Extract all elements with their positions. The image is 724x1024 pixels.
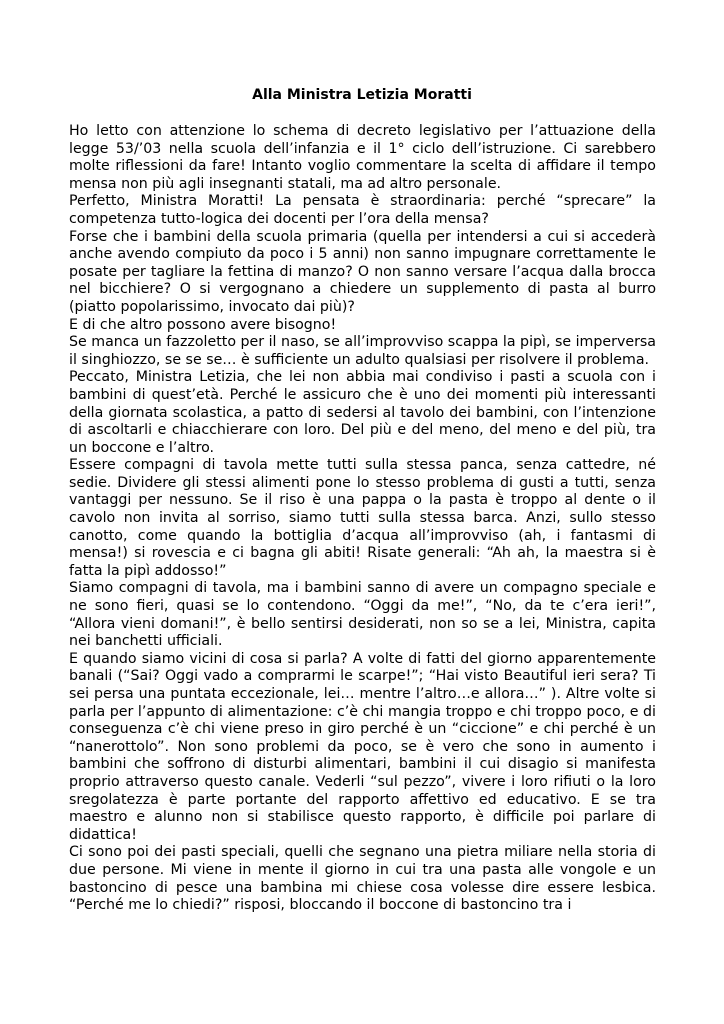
- paragraph: E quando siamo vicini di cosa si parla? A volte di fatti del giorno apparentemente banali (“Sai? Oggi vado a comprarmi le scarpe!”; “Hai visto Beautiful ieri sera? Ti sei persa una puntata eccezionale, lei… mentre l’altro…e allora…” ). Altre volte si parla per l’appunto di alimentazione: c’è chi mangia troppo e chi troppo poco, e di conseguenza c’è chi viene preso in giro perché è un “ciccione” e chi perché è un “nanerottolo”. Non sono problemi da poco, se è vero che sono in aumento i bambini che soffrono di disturbi alimentari, bambini il cui disagio si manifesta proprio attraverso questo canale. Vederli “sul pezzo”, vivere i loro rifiuti o la loro sregolatezza è parte portante del rapporto affettivo ed educativo. E se tra maestro e alunno non si stabilisce questo rapporto, è difficile poi parlare di didattica!: [69, 650, 656, 843]
- paragraph: Forse che i bambini della scuola primaria (quella per intendersi a cui si accederà anche avendo compiuto da poco i 5 anni) non sanno impugnare correttamente le posate per tagliare la fettina di manzo? O non sanno versare l’acqua dalla brocca nel bicchiere? O si vergognano a chiedere un supplemento di pasta al burro (piatto popolarissimo, invocato dai più)?: [69, 228, 656, 315]
- paragraph: E di che altro possono avere bisogno!: [69, 316, 337, 333]
- paragraph: Ho letto con attenzione lo schema di decreto legislativo per l’attuazione della legge 53/’03 nella scuola dell’infanzia e il 1° ciclo dell’istruzione. Ci sarebbero molte riflessioni da fare! Intanto voglio commentare la scelta di affidare il tempo mensa non più agli insegnanti statali, ma ad altro personale.: [69, 123, 656, 192]
- paragraph: Se manca un fazzoletto per il naso, se all’improvviso scappa la pipì, se imperversa il singhiozzo, se se se… è sufficiente un adulto qualsiasi per risolvere il problema.: [69, 334, 656, 368]
- letter-body: [69, 123, 656, 915]
- paragraph: Peccato, Ministra Letizia, che lei non abbia mai condiviso i pasti a scuola con i bambini di quest’età. Perché le assicuro che è uno dei momenti più interessanti della giornata scolastica, a patto di sedersi al tavolo dei bambini, con l’intenzione di ascoltarli e chiacchierare con loro. Del più e del meno, del meno e del più, tra un boccone e l’altro.: [69, 369, 656, 456]
- letter-title: Alla Ministra Letizia Moratti: [252, 87, 472, 103]
- paragraph: Ci sono poi dei pasti speciali, quelli che segnano una pietra miliare nella storia di due persone. Mi viene in mente il giorno in cui tra una pasta alle vongole e un bastoncino di pesce una bambina mi chiese cosa volesse dire essere lesbica. “Perché me lo chiedi?” risposi, bloccando il boccone di bastoncino tra i: [69, 844, 656, 914]
- paragraph: Essere compagni di tavola mette tutti sulla stessa panca, senza cattedre, né sedie. Dividere gli stessi alimenti pone lo stesso problema di gusti a tutti, senza vantaggi per nessuno. Se il riso è una pappa o la pasta è troppo al dente o il cavolo non invita al sorriso, siamo tutti sulla stessa barca. Anzi, sullo stesso canotto, come quando la bottiglia d’acqua all’improvviso (ah, i fantasmi di mensa!) si rovescia e ci bagna gli abiti! Risate generali: “Ah ah, la maestra si è fatta la pipì addosso!”: [69, 457, 656, 579]
- paragraph: Siamo compagni di tavola, ma i bambini sanno di avere un compagno speciale e ne sono fieri, quasi se lo contendono. “Oggi da me!”, “No, da te c’era ieri!”, “Allora vieni domani!”, è bello sentirsi desiderati, non so se a lei, Ministra, capita nei banchetti ufficiali.: [69, 580, 656, 650]
- paragraph: Perfetto, Ministra Moratti! La pensata è straordinaria: perché “sprecare” la competenza tutto-logica dei docenti per l’ora della mensa?: [69, 193, 656, 227]
